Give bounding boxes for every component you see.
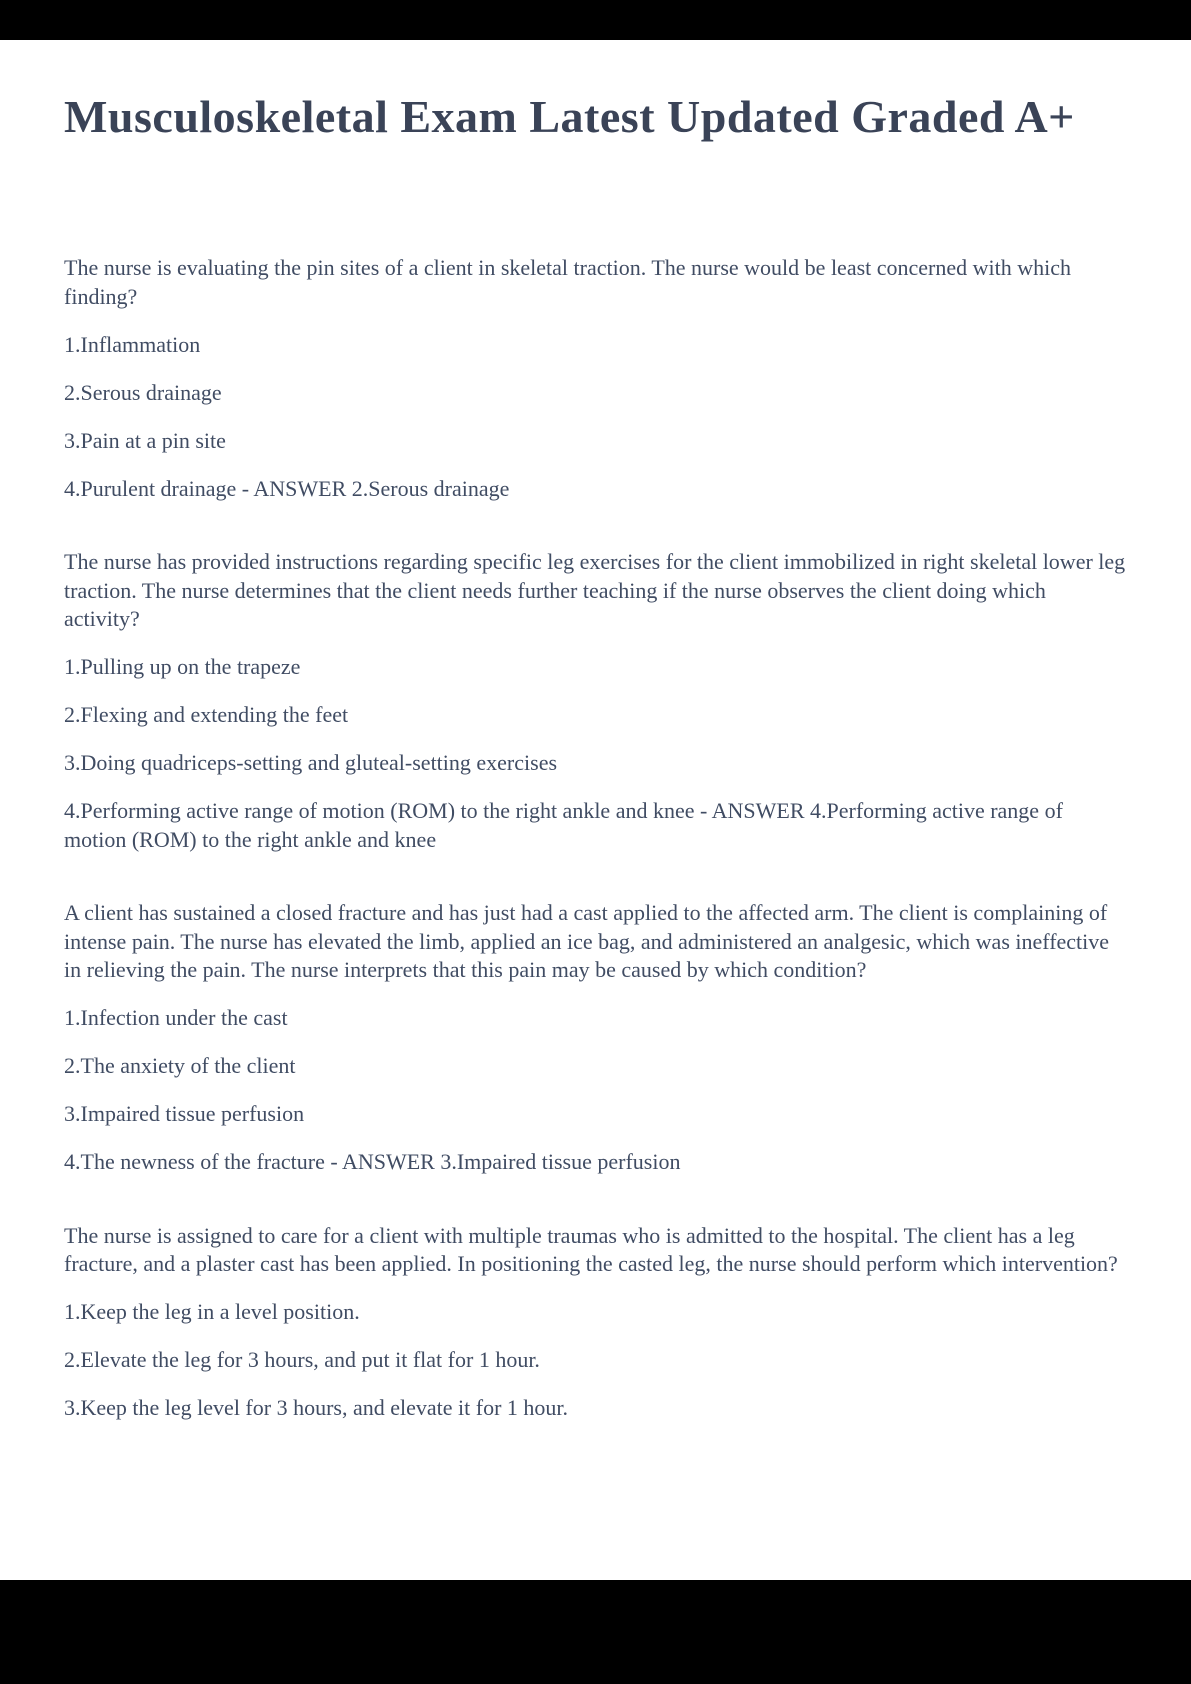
answer-option: 4.Purulent drainage - ANSWER 2.Serous drainage (64, 475, 510, 501)
question-block-3 (64, 899, 1127, 1177)
answer-option: 1.Pulling up on the trapeze (64, 654, 301, 679)
answer-option: 2.Elevate the leg for 3 hours, and put it flat for 1 hour. (64, 1347, 540, 1372)
answer-option: 2.The anxiety of the client (64, 1053, 296, 1078)
answer-option: 4.The newness of the fracture - ANSWER 3.Impaired tissue perfusion (64, 1149, 681, 1174)
answer-option: 3.Doing quadriceps-setting and gluteal-setting exercises (64, 750, 558, 775)
question-block-4 (64, 1222, 1127, 1423)
question-text: The nurse is assigned to care for a client with multiple traumas who is admitted to the hospital. The client has a leg fracture, and a plaster cast has been applied. In positioning the casted leg, the nurse should perform which intervention? (64, 1222, 1118, 1276)
document-page (0, 40, 1191, 1580)
question-block-1 (64, 254, 1127, 503)
question-text: A client has sustained a closed fracture and has just had a cast applied to the affected arm. The client is complaining of intense pain. The nurse has elevated the limb, applied an ice bag, and administered an analgesic, which was ineffective in relieving the pain. The nurse interprets that this pain may be caused by which condition? (64, 900, 1110, 982)
document-title: Musculoskeletal Exam Latest Updated Graded A+ (64, 91, 1075, 142)
question-text: The nurse is evaluating the pin sites of a client in skeletal traction. The nurse would be least concerned with which finding? (64, 255, 1072, 309)
answer-option: 3.Keep the leg level for 3 hours, and elevate it for 1 hour. (64, 1395, 569, 1420)
answer-option: 2.Serous drainage (64, 379, 222, 405)
answer-option: 3.Pain at a pin site (64, 427, 226, 453)
answer-option: 1.Inflammation (64, 331, 201, 357)
question-block-2 (64, 548, 1127, 854)
answer-option: 2.Flexing and extending the feet (64, 702, 349, 727)
question-text: The nurse has provided instructions regarding specific leg exercises for the client immobilized in right skeletal lower leg traction. The nurse determines that the client needs further teaching if the nurse observes the client doing which activity? (64, 549, 1126, 631)
answer-option: 3.Impaired tissue perfusion (64, 1101, 305, 1126)
answer-option: 1.Keep the leg in a level position. (64, 1299, 360, 1324)
answer-option: 4.Performing active range of motion (ROM) to the right ankle and knee - ANSWER 4.Performing active range of motion (ROM) to the right ankle and knee (64, 798, 1063, 852)
answer-option: 1.Infection under the cast (64, 1005, 288, 1030)
